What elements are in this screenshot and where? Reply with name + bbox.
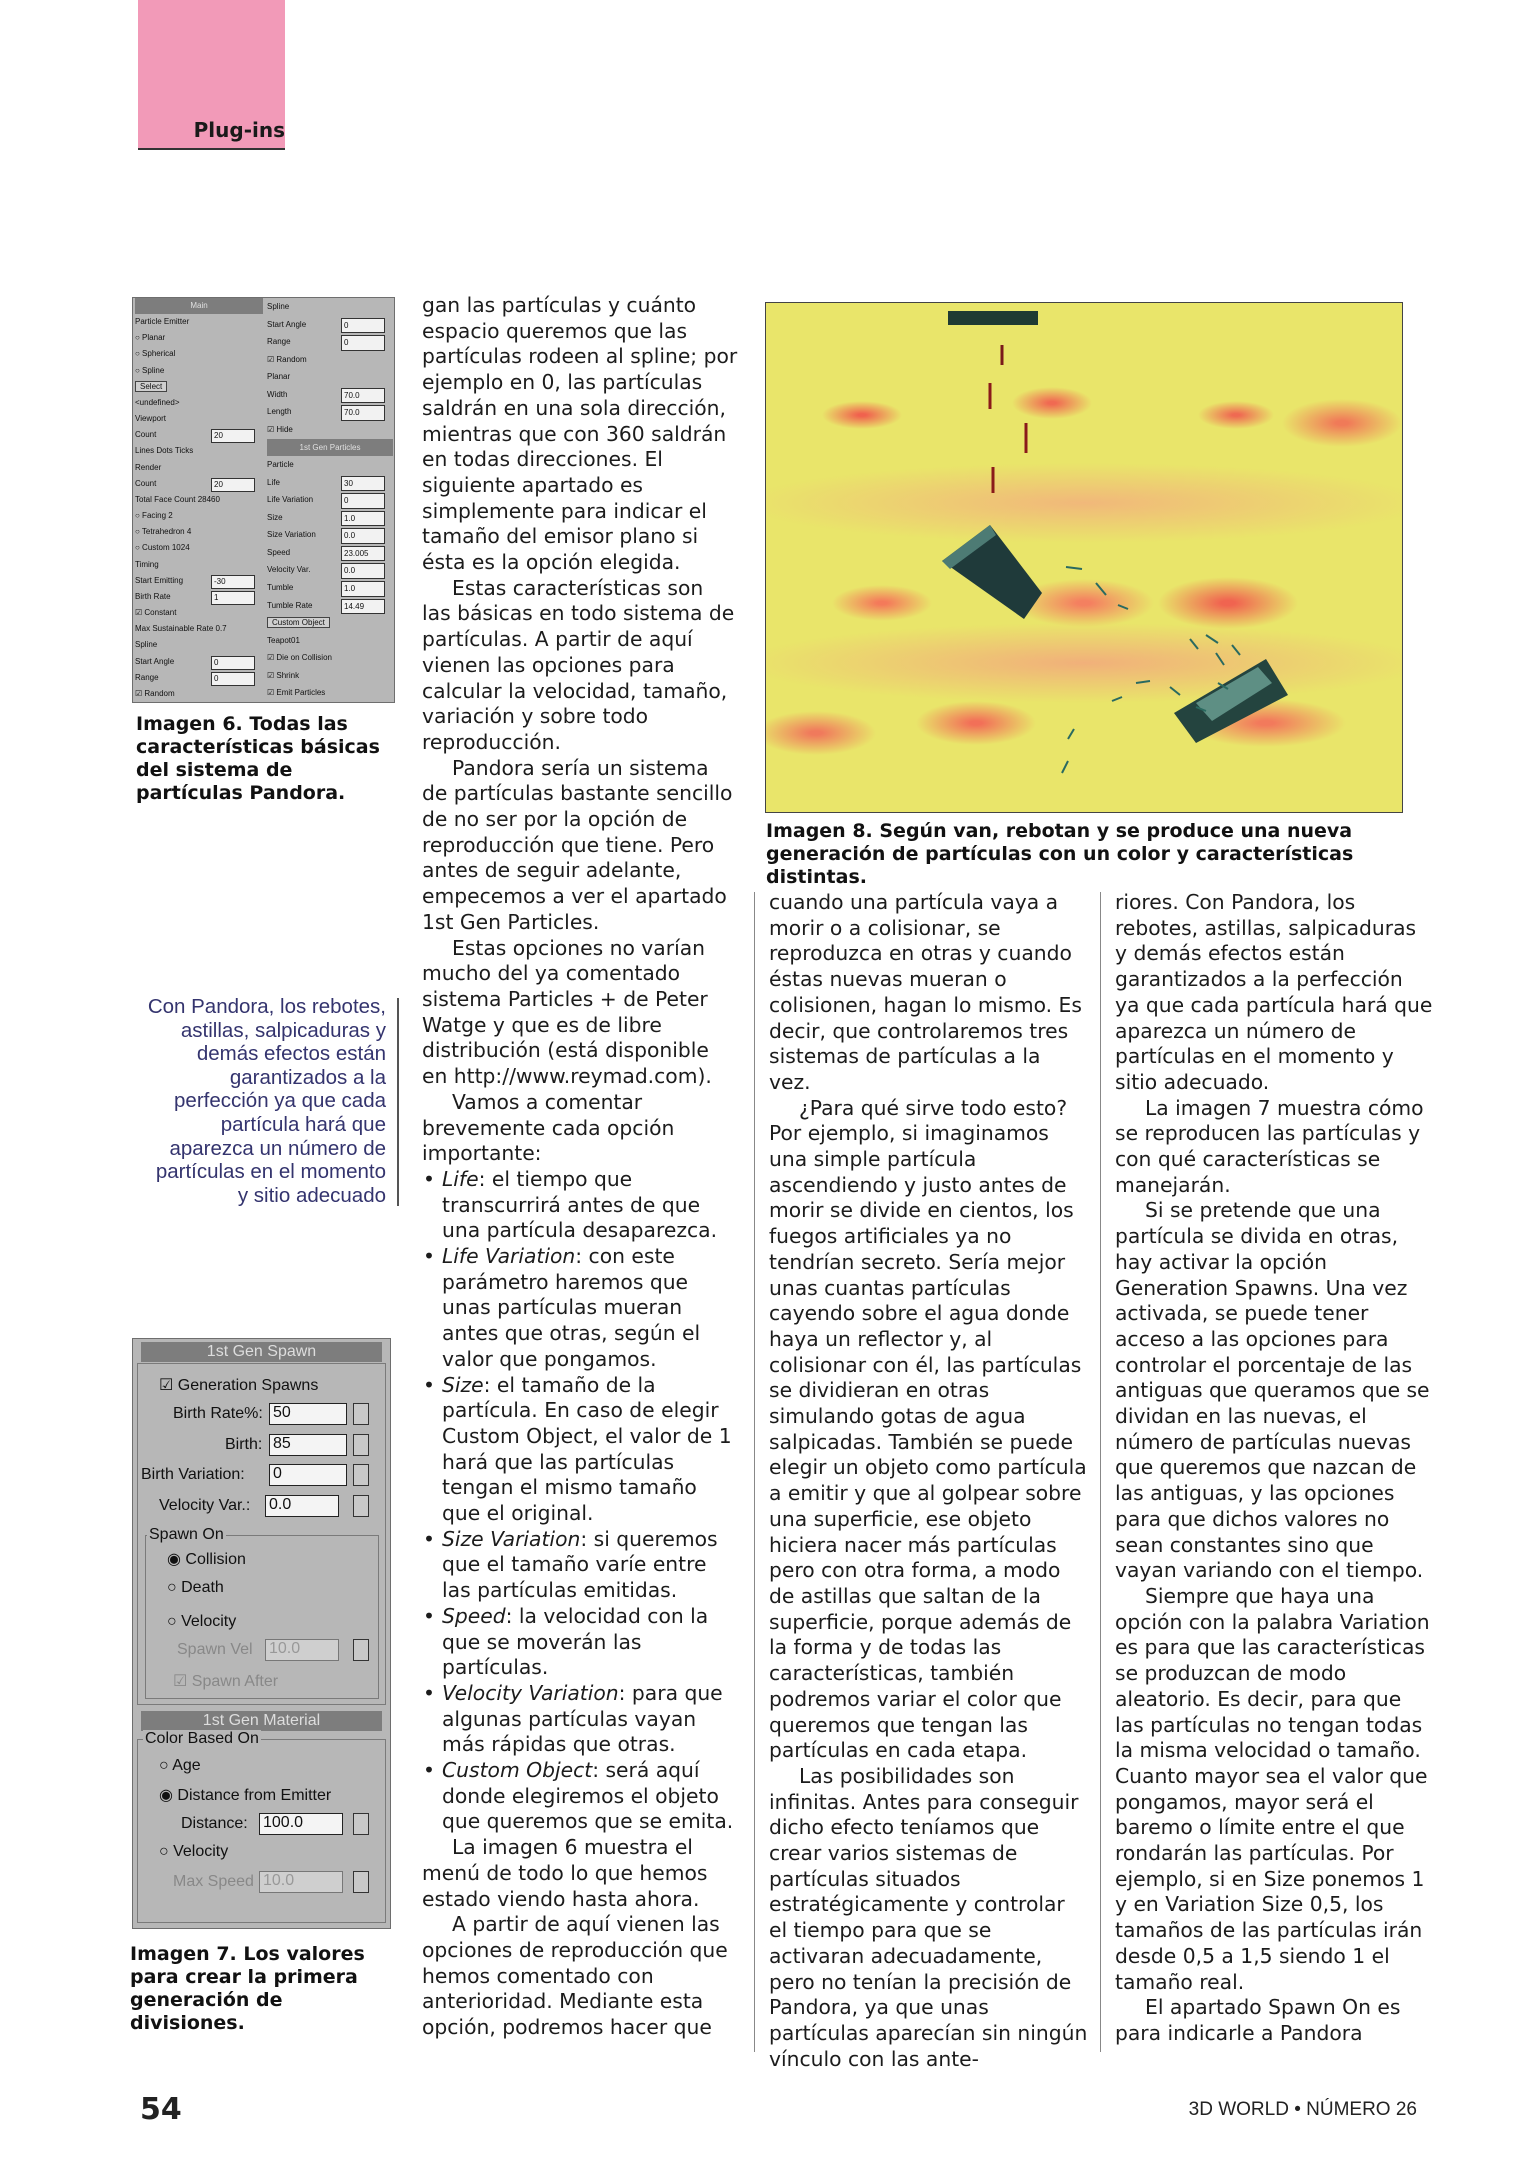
panel-row-check[interactable] — [135, 605, 263, 621]
col3-p5: El apartado Spawn On es para indicarle a Pandora — [1115, 1995, 1401, 2045]
panel-row-label — [135, 395, 263, 411]
birth-label: Birth: — [225, 1436, 263, 1453]
panel-row-label: Life — [267, 477, 280, 487]
section-label: Plug-ins — [193, 118, 285, 142]
figure-6-panel — [132, 297, 395, 703]
figure-8-caption: Imagen 8. Según van, rebotan y se produce una nueva generación de partículas con un color y características distintas. — [766, 820, 1354, 888]
teapot-block — [942, 525, 1042, 619]
birth-field[interactable] — [269, 1434, 347, 1456]
max-speed-field[interactable] — [259, 1871, 343, 1893]
panel-row-label: ☑ Shrink — [267, 670, 300, 680]
option-term: Life Variation — [442, 1244, 576, 1269]
figure-7-panel — [132, 1338, 391, 1929]
panel-row-label: Width — [267, 389, 288, 399]
panel-row-radio[interactable] — [135, 508, 263, 524]
spawn-vel-label: Spawn Vel — [177, 1641, 253, 1658]
panel-row-value[interactable]: 70.0 — [341, 405, 385, 421]
panel-row-value[interactable]: -30 — [211, 575, 255, 589]
spawn-vel-value: 10.0 — [269, 1640, 301, 1657]
page-number: 54 — [140, 2092, 182, 2127]
option-term: Speed — [442, 1603, 506, 1628]
panel-row-label: ☑ Random — [135, 688, 175, 698]
panel-row-value[interactable]: 1.0 — [341, 581, 385, 597]
option-text: : la velocidad con la que se moverán las partículas. — [442, 1603, 709, 1680]
panel-row-value[interactable]: 70.0 — [341, 388, 385, 404]
spawn-vel-field[interactable] — [265, 1639, 339, 1661]
panel-row-field[interactable] — [135, 476, 263, 492]
panel-row-label: Total Face Count 28460 — [135, 494, 220, 504]
panel-row-value[interactable]: 23.005 — [341, 546, 385, 562]
col1-p3: Pandora sería un sistema de partículas bastante sencillo de no ser por la opción de reproducción que tiene. Pero antes de seguir adelante, empecemos a ver el apartado 1st Gen Particles. — [422, 755, 733, 934]
panel-row-label: Select — [135, 381, 167, 392]
option-term: Velocity Variation — [442, 1680, 619, 1705]
col2-p2: ¿Para qué sirve todo esto? Por ejemplo, si imaginamos una simple partícula ascendiendo y justo antes de morir se divide en cientos, los fuegos artificiales ya no tendrían secreto. Sería mejor unas cuantas partículas cayendo sobre el agua donde haya un reflector y, al colisionar con él, las partículas se dividieran en otras simulando gotas de agua salpicadas. También se puede elegir un objeto como partícula a emitir y que al golpear sobre una superficie, ese objeto hiciera nacer más partículas pero con otra forma, a modo de astillas que saltan de la superficie, porque además de la forma y de todas las características, también podremos variar el color que queremos que tengan las partículas en cada etapa. — [769, 1095, 1087, 1763]
col1-p6: La imagen 6 muestra el menú de todo lo que hemos estado viendo hasta ahora. — [422, 1835, 708, 1911]
birth-rate-label: Birth Rate%: — [173, 1405, 263, 1422]
spawn-after-check[interactable]: ☑ Spawn After — [173, 1673, 279, 1690]
panel-row-label: ○ Custom 1024 — [135, 543, 190, 553]
panel-row-label: ○ Spline — [135, 365, 165, 375]
panel-row-label: Count — [135, 478, 157, 488]
panel-row-label: ○ Spherical — [135, 349, 176, 359]
panel-row-button[interactable] — [267, 614, 393, 632]
panel-row-label: Viewport — [135, 414, 166, 424]
panel-row-radio[interactable] — [135, 363, 263, 379]
velocity-var-value: 0.0 — [269, 1496, 292, 1513]
panel-row-label: ☑ Random — [267, 354, 307, 364]
birth-variation-value: 0 — [273, 1465, 282, 1482]
collision-radio[interactable]: ◉ Collision — [167, 1551, 246, 1568]
panel-row-label: ☑ Constant — [135, 608, 177, 618]
generation-spawns-label: Generation Spawns — [177, 1377, 319, 1394]
panel-row-label — [267, 632, 393, 650]
birth-variation-spinner[interactable] — [353, 1464, 369, 1486]
pull-quote: Con Pandora, los rebotes, astillas, salpicaduras y demás efectos están garantizados a la perfección ya que cada partícula hará que aparezca un número de partículas en el momento y sitio adecuado — [147, 995, 386, 1207]
spawn-on-label: Spawn On — [149, 1526, 224, 1543]
panel-row-label — [135, 411, 263, 427]
panel-row-value[interactable]: 0 — [211, 656, 255, 670]
option-term: Life — [442, 1166, 479, 1191]
panel-row-field[interactable] — [267, 544, 393, 562]
panel-row-field[interactable] — [135, 654, 263, 670]
panel-row-label: Start Angle — [267, 319, 307, 329]
panel-row-button[interactable] — [135, 379, 263, 395]
velocity-radio[interactable]: ○ Velocity — [167, 1613, 237, 1630]
panel-row-label: Particle Emitter — [135, 317, 190, 327]
distance-from-emitter-label: Distance from Emitter — [177, 1787, 332, 1804]
panel-row-label: Max Sustainable Rate 0.7 — [135, 624, 227, 634]
col1-p5: Vamos a comentar brevemente cada opción importante: — [422, 1089, 675, 1166]
spawn-after-label: Spawn After — [191, 1673, 279, 1690]
collision-label: Collision — [185, 1551, 246, 1568]
list-item — [422, 1527, 738, 1604]
panel-row-check[interactable] — [267, 649, 393, 667]
panel-row-field[interactable] — [267, 526, 393, 544]
velocity2-radio[interactable]: ○ Velocity — [159, 1843, 229, 1860]
panel-row-label: Spline — [267, 302, 290, 311]
panel-row-label — [135, 637, 263, 653]
col3-p1: riores. Con Pandora, los rebotes, astillas, salpicaduras y demás efectos están garantizados a la perfección ya que cada partícula hará que aparezca un número de partículas en el momento y sitio adecuado. — [1115, 890, 1433, 1094]
velocity2-label: Velocity — [173, 1843, 229, 1860]
list-item — [422, 1604, 738, 1681]
panel-row-field[interactable] — [267, 333, 393, 351]
panel-row-label — [135, 460, 263, 476]
panel-row-label: Lines Dots Ticks — [135, 446, 194, 456]
birth-variation-label: Birth Variation: — [141, 1466, 245, 1483]
col1-p1: gan las partículas y cuánto espacio queremos que las partículas rodeen al spline; por ejemplo en 0, las partículas saldrán en una sola dirección, mientras que con 360 saldrán en todas direcciones. El siguiente apartado es simplemente para indicar el tamaño del emisor plano si ésta es la opción elegida. — [422, 293, 738, 575]
distance-from-emitter-radio[interactable]: ◉ Distance from Emitter — [159, 1787, 332, 1804]
panel-row-label — [135, 621, 263, 637]
panel-row-label: <undefined> — [135, 397, 180, 407]
death-radio[interactable]: ○ Death — [167, 1579, 224, 1596]
particle-splinter — [1062, 761, 1068, 773]
panel-row-value[interactable]: 0 — [341, 493, 385, 509]
generation-spawns-check[interactable]: ☑ Generation Spawns — [159, 1377, 319, 1394]
spawn-rollout-title[interactable]: 1st Gen Spawn — [141, 1342, 382, 1362]
panel-row-label: Range — [267, 337, 291, 347]
panel-row-value[interactable]: 0 — [341, 318, 385, 334]
panel-row-value[interactable]: 0 — [211, 672, 255, 686]
article-column-3 — [1115, 890, 1433, 2047]
panel-row-value[interactable]: 1 — [211, 591, 255, 605]
panel-row-label: Count — [135, 430, 157, 440]
render-artwork — [766, 303, 1402, 812]
option-text: : será aquí donde elegiremos el objeto que queremos que se emita. — [442, 1758, 734, 1834]
panel-row-check[interactable] — [267, 351, 393, 369]
option-term: Size Variation — [442, 1526, 581, 1551]
option-term: Custom Object — [442, 1758, 593, 1783]
column-rule — [1100, 892, 1101, 2052]
panel-row-value[interactable]: 30 — [341, 476, 385, 492]
panel-row-label: Start Angle — [135, 656, 175, 666]
panel-row-label — [135, 443, 263, 459]
panel-row-label: 1st Gen Particles — [299, 442, 361, 452]
material-rollout-title[interactable]: 1st Gen Material — [141, 1711, 382, 1731]
list-item — [422, 1167, 738, 1244]
panel-row-field[interactable] — [135, 573, 263, 589]
birth-spinner[interactable] — [353, 1434, 369, 1456]
figure-7-caption: Imagen 7. Los valores para crear la primera generación de divisiones. — [130, 1943, 365, 2034]
panel-row-label — [135, 557, 263, 573]
panel-row-radio[interactable] — [135, 330, 263, 346]
panel-row-label — [135, 314, 263, 330]
birth-rate-value: 50 — [273, 1404, 291, 1421]
age-label: Age — [172, 1757, 201, 1774]
panel-row-field[interactable] — [267, 509, 393, 527]
panel-row-value[interactable]: 0 — [341, 335, 385, 351]
reflector-bar — [948, 311, 1038, 325]
panel-row-label — [267, 368, 393, 386]
panel-row-title — [135, 298, 263, 314]
panel-row-label: ☑ Hide — [267, 424, 293, 434]
birth-rate-spinner[interactable] — [353, 1403, 369, 1425]
article-column-1 — [422, 293, 738, 2041]
panel-row-label: Size — [267, 512, 283, 522]
panel-row-check[interactable] — [267, 684, 393, 702]
figure-8-render — [765, 302, 1403, 813]
panel-row-value[interactable]: 0.0 — [341, 528, 385, 544]
panel-row-field[interactable] — [135, 589, 263, 605]
panel-row-radio[interactable] — [135, 524, 263, 540]
distance-label: Distance: — [181, 1815, 248, 1832]
panel-row-label: Birth Rate — [135, 591, 171, 601]
panel-row-label: Custom Object — [267, 617, 330, 628]
panel-row-label: Size Variation — [267, 530, 316, 540]
col2-p3: Las posibilidades son infinitas. Antes para conseguir dicho efecto teníamos que crear varios sistemas de partículas situados estratégicamente y controlar el tiempo para que se activaran adecuadamente, pero no tenían la precisión de Pandora, ya que unas partículas aparecían sin ningún vínculo con las ante- — [769, 1763, 1088, 2071]
panel-row-label: Spline — [135, 640, 158, 650]
section-rule — [138, 148, 285, 150]
option-text: : con este parámetro haremos que unas partículas mueran antes que otras, según el valor que pongamos. — [442, 1244, 701, 1371]
panel-row-label: ○ Planar — [135, 333, 166, 343]
col1-p7: A partir de aquí vienen las opciones de reproducción que hemos comentado con anterioridad. Mediante esta opción, podremos hacer que — [422, 1912, 728, 2040]
figure-6-left-column — [135, 298, 263, 702]
panel-row-radio[interactable] — [135, 540, 263, 556]
col3-p3: Si se pretende que una partícula se divida en otras, hay activar la opción Generation Spawns. Una vez activada, se puede tener acceso a las opciones para controlar el porcentaje de las antiguas que queramos que se dividan en las nuevas, el número de partículas nuevas que queremos que nazcan de las antiguas, y las opciones para que dichos valores no sean constantes sino que vayan variando con el tiempo. — [1115, 1198, 1430, 1583]
article-column-2 — [769, 890, 1088, 2072]
col2-p1: cuando una partícula vaya a morir o a colisionar, se reproduzca en otras y cuando éstas nuevas mueran o colisionen, hagan lo mismo. Es decir, que controlaremos tres sistemas de partículas a la vez. — [769, 890, 1082, 1094]
panel-row-label: Timing — [135, 559, 159, 569]
panel-row-title — [267, 439, 393, 457]
velocity-var-label: Velocity Var.: — [159, 1497, 251, 1514]
figure-6-right-column — [267, 298, 393, 702]
panel-row-field[interactable] — [267, 403, 393, 421]
panel-row-label: ☑ Emit Particles — [267, 688, 326, 698]
panel-row-label: Render — [135, 462, 162, 472]
panel-row-label — [135, 492, 263, 508]
col1-p2: Estas características son las básicas en todo sistema de partículas. A partir de aquí vienen las opciones para calcular la velocidad, tamaño, variación y sobre todo reproducción. — [422, 575, 735, 754]
panel-row-value[interactable]: 20 — [211, 478, 255, 492]
panel-row-label: Velocity Var. — [267, 565, 311, 575]
panel-row-label: Start Emitting — [135, 575, 184, 585]
column-rule — [754, 892, 755, 2052]
option-term: Size — [442, 1372, 484, 1397]
max-speed-label: Max Speed — [173, 1873, 254, 1890]
particle-splinter — [1068, 729, 1074, 739]
velocity-label: Velocity — [181, 1613, 237, 1630]
panel-row-label: Main — [190, 301, 208, 310]
panel-row-label: Planar — [267, 372, 291, 382]
panel-row-field[interactable] — [135, 427, 263, 443]
distance-spinner[interactable] — [353, 1813, 369, 1835]
panel-row-check[interactable] — [267, 421, 393, 439]
panel-row-field[interactable] — [267, 474, 393, 492]
distance-value: 100.0 — [263, 1814, 304, 1831]
option-text: : el tamaño de la partícula. En caso de elegir Custom Object, el valor de 1 hará que las partículas tengan el mismo tamaño que el original. — [442, 1372, 732, 1526]
panel-row-label — [267, 298, 393, 316]
panel-row-label — [267, 456, 393, 474]
panel-row-field[interactable] — [135, 670, 263, 686]
panel-row-label: ○ Facing 2 — [135, 511, 173, 521]
option-text: : el tiempo que transcurrirá antes de que una partícula desaparezca. — [442, 1166, 718, 1243]
particle-splinters — [1066, 567, 1240, 711]
list-item — [422, 1681, 738, 1758]
panel-row-label: Tumble Rate — [267, 600, 313, 610]
figure-6-caption: Imagen 6. Todas las características básicas del sistema de partículas Pandora. — [136, 713, 380, 804]
max-speed-spinner[interactable] — [353, 1871, 369, 1893]
panel-row-label: Life Variation — [267, 495, 314, 505]
color-based-on-label: Color Based On — [145, 1730, 259, 1747]
birth-variation-field[interactable] — [269, 1464, 347, 1486]
velocity-var-field[interactable] — [265, 1495, 339, 1517]
panel-row-field[interactable] — [267, 597, 393, 615]
list-item — [422, 1758, 738, 1835]
panel-row-label: Range — [135, 672, 159, 682]
panel-row-field[interactable] — [267, 561, 393, 579]
publication-footer: 3D WORLD • NÚMERO 26 — [1188, 2099, 1417, 2120]
age-radio[interactable]: ○ Age — [159, 1757, 201, 1774]
max-speed-value: 10.0 — [263, 1872, 295, 1889]
pull-quote-rule — [397, 998, 399, 1206]
col1-p4: Estas opciones no varían mucho del ya comentado sistema Particles + de Peter Watge y que es de libre distribución (está disponible en http://www.reymad.com). — [422, 935, 712, 1089]
distance-field[interactable] — [259, 1813, 343, 1835]
panel-row-value[interactable]: 20 — [211, 429, 255, 443]
list-item — [422, 1373, 738, 1527]
panel-row-value[interactable]: 0.0 — [341, 563, 385, 579]
panel-row-value[interactable]: 14.49 — [341, 599, 385, 615]
panel-row-field[interactable] — [267, 579, 393, 597]
panel-row-label: ☑ Die on Collision — [267, 653, 332, 663]
spawn-vel-spinner[interactable] — [353, 1639, 369, 1661]
col3-p2: La imagen 7 muestra cómo se reproducen las partículas y con qué características se manejarán. — [1115, 1095, 1424, 1197]
panel-row-label: Teapot01 — [267, 635, 300, 645]
panel-row-check[interactable] — [267, 667, 393, 685]
velocity-var-spinner[interactable] — [353, 1495, 369, 1517]
death-label: Death — [181, 1579, 224, 1596]
option-text: : para que algunas partículas vayan más rápidas que otras. — [442, 1680, 723, 1757]
birth-rate-field[interactable] — [269, 1403, 347, 1425]
panel-row-label: Length — [267, 407, 292, 417]
panel-row-label: Tumble — [267, 583, 294, 593]
panel-row-label: ○ Tetrahedron 4 — [135, 527, 192, 537]
option-text: : si queremos que el tamaño varíe entre las partículas emitidas. — [442, 1526, 718, 1603]
birth-value: 85 — [273, 1435, 291, 1452]
panel-row-field[interactable] — [267, 316, 393, 334]
options-list — [422, 1167, 738, 1835]
panel-row-radio[interactable] — [135, 346, 263, 362]
panel-row-field[interactable] — [267, 386, 393, 404]
panel-row-field[interactable] — [267, 491, 393, 509]
panel-row-label: Particle — [267, 460, 294, 470]
col3-p4: Siempre que haya una opción con la palabra Variation es para que las características se produzcan de modo aleatorio. Es decir, para que las partículas no tengan todas la misma velocidad o tamaño. Cuanto mayor sea el valor que pongamos, mayor será el baremo o límite entre el que rondarán las partículas. Por ejemplo, si en Size ponemos 1 y en Variation Size 0,5, los tamaños de las partículas irán desde 0,5 a 1,5 siendo 1 el tamaño real. — [1115, 1583, 1430, 1994]
panel-row-check[interactable] — [135, 686, 263, 702]
list-item — [422, 1244, 738, 1373]
panel-row-label: Speed — [267, 547, 291, 557]
panel-row-value[interactable]: 1.0 — [341, 511, 385, 527]
